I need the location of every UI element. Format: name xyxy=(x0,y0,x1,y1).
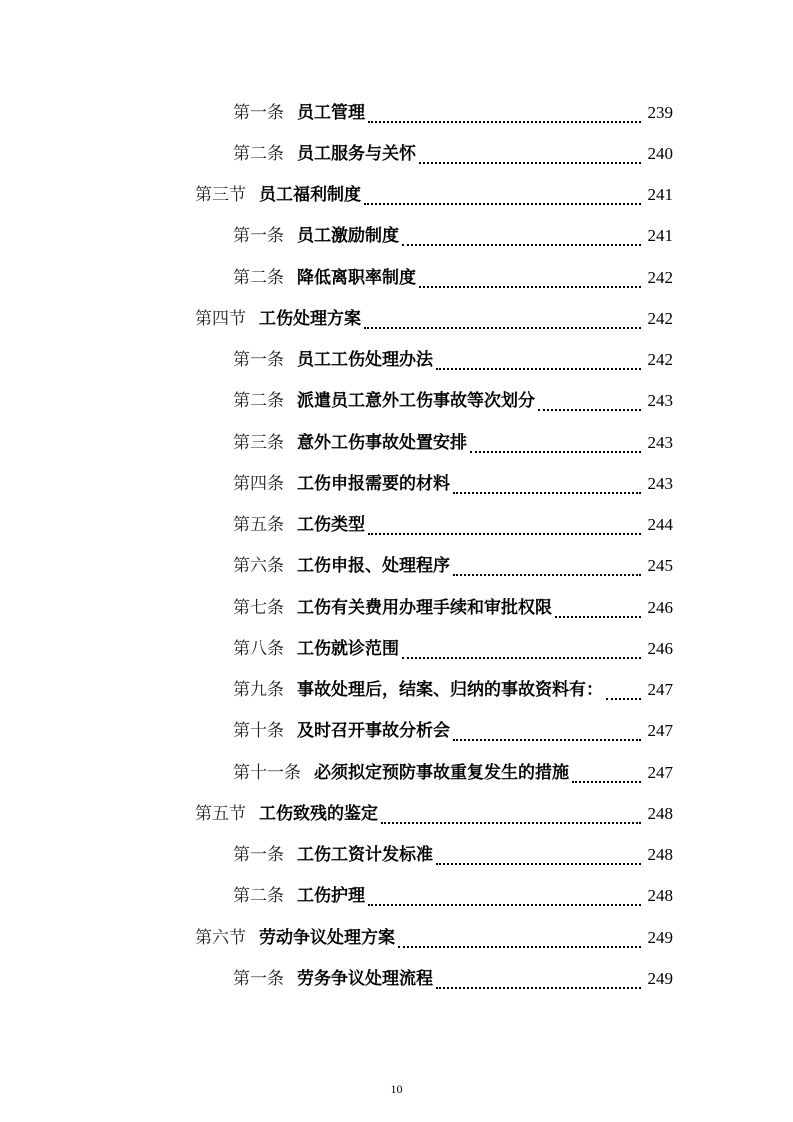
toc-entry-title: 必须拟定预防事故重复发生的措施 xyxy=(314,762,569,783)
toc-entry-number: 第十一条 xyxy=(233,762,301,783)
dot-leader xyxy=(419,286,641,288)
toc-entry-number: 第四条 xyxy=(233,473,284,494)
toc-entry-number: 第二条 xyxy=(233,886,284,907)
toc-entry-page: 247 xyxy=(647,721,673,741)
toc-section-page: 242 xyxy=(647,308,673,328)
toc-entry-number: 第二条 xyxy=(233,391,284,412)
toc-entry[interactable] xyxy=(0,587,793,628)
toc-entry-title: 工伤申报需要的材料 xyxy=(297,473,450,494)
toc-entry[interactable] xyxy=(0,133,793,174)
toc-entry-number: 第七条 xyxy=(233,597,284,618)
toc-entry[interactable] xyxy=(0,835,793,876)
toc-entry-page: 246 xyxy=(647,638,673,658)
dot-leader xyxy=(538,409,641,411)
toc-entry-number: 第一条 xyxy=(233,102,284,123)
toc-entry-title: 工伤有关费用办理手续和审批权限 xyxy=(297,597,552,618)
toc-entry-title: 及时召开事故分析会 xyxy=(297,721,450,742)
toc-entry-page: 248 xyxy=(647,845,673,865)
dot-leader xyxy=(470,451,641,453)
toc-entry[interactable] xyxy=(0,216,793,257)
toc-section-number: 第四节 xyxy=(195,308,246,329)
toc-entry-number: 第二条 xyxy=(233,267,284,288)
toc-section-page: 248 xyxy=(647,803,673,823)
toc-section[interactable] xyxy=(0,793,793,834)
toc-entry-number: 第三条 xyxy=(233,432,284,453)
page-number: 10 xyxy=(390,1082,403,1096)
toc-entry-page: 248 xyxy=(647,886,673,906)
toc-entry-title: 降低离职率制度 xyxy=(297,267,416,288)
toc-entry-title: 员工管理 xyxy=(297,102,365,123)
toc-entry-title: 劳务争议处理流程 xyxy=(297,968,433,989)
dot-leader xyxy=(453,739,641,741)
toc-entry-title: 工伤类型 xyxy=(297,515,365,536)
dot-leader xyxy=(364,327,641,329)
toc-entry-title: 员工服务与关怀 xyxy=(297,143,416,164)
toc-entry[interactable] xyxy=(0,340,793,381)
toc-section[interactable] xyxy=(0,917,793,958)
toc-entry[interactable] xyxy=(0,752,793,793)
toc-entry-number: 第五条 xyxy=(233,515,284,536)
toc-section-number: 第五节 xyxy=(195,803,246,824)
toc-entry-title: 员工激励制度 xyxy=(297,226,399,247)
toc-entry-page: 242 xyxy=(647,267,673,287)
toc-entry-page: 249 xyxy=(647,968,673,988)
toc-entry[interactable] xyxy=(0,876,793,917)
dot-leader xyxy=(402,657,641,659)
toc-entry-title: 工伤工资计发标准 xyxy=(297,845,433,866)
toc-entry-title: 工伤就诊范围 xyxy=(297,638,399,659)
dot-leader xyxy=(436,987,641,989)
toc-section[interactable] xyxy=(0,298,793,339)
toc-entry[interactable] xyxy=(0,546,793,587)
toc-entry[interactable] xyxy=(0,505,793,546)
toc-entry-title: 事故处理后，结案、归纳的事故资料有： xyxy=(297,680,603,701)
toc-entry-page: 243 xyxy=(647,473,673,493)
dot-leader xyxy=(381,822,641,824)
toc-section-title: 工伤处理方案 xyxy=(259,308,361,329)
toc-entry-number: 第二条 xyxy=(233,143,284,164)
table-of-contents xyxy=(0,92,793,1000)
dot-leader xyxy=(402,244,641,246)
toc-entry-title: 派遣员工意外工伤事故等次划分 xyxy=(297,391,535,412)
toc-entry-number: 第六条 xyxy=(233,556,284,577)
dot-leader xyxy=(368,533,641,535)
dot-leader xyxy=(436,368,641,370)
toc-entry-page: 240 xyxy=(647,143,673,163)
toc-entry[interactable] xyxy=(0,628,793,669)
toc-entry[interactable] xyxy=(0,92,793,133)
toc-entry-page: 247 xyxy=(647,762,673,782)
toc-entry-page: 243 xyxy=(647,432,673,452)
toc-section-number: 第六节 xyxy=(195,927,246,948)
toc-entry-page: 243 xyxy=(647,391,673,411)
toc-entry-number: 第八条 xyxy=(233,638,284,659)
toc-entry[interactable] xyxy=(0,257,793,298)
toc-entry[interactable] xyxy=(0,958,793,999)
dot-leader xyxy=(606,698,641,700)
toc-entry[interactable] xyxy=(0,422,793,463)
toc-entry-page: 245 xyxy=(647,556,673,576)
toc-entry-number: 第一条 xyxy=(233,845,284,866)
toc-section[interactable] xyxy=(0,175,793,216)
dot-leader xyxy=(555,616,641,618)
toc-entry-title: 意外工伤事故处置安排 xyxy=(297,432,467,453)
dot-leader xyxy=(398,946,641,948)
toc-entry-page: 241 xyxy=(647,226,673,246)
dot-leader xyxy=(453,492,641,494)
toc-entry-title: 工伤护理 xyxy=(297,886,365,907)
dot-leader xyxy=(453,574,641,576)
toc-entry-number: 第一条 xyxy=(233,226,284,247)
toc-entry-page: 239 xyxy=(647,102,673,122)
toc-entry-page: 246 xyxy=(647,597,673,617)
dot-leader xyxy=(364,203,641,205)
dot-leader xyxy=(368,904,641,906)
toc-section-title: 员工福利制度 xyxy=(259,185,361,206)
toc-section-title: 劳动争议处理方案 xyxy=(259,927,395,948)
toc-entry[interactable] xyxy=(0,670,793,711)
toc-entry-number: 第一条 xyxy=(233,350,284,371)
dot-leader xyxy=(436,863,641,865)
toc-entry-title: 员工工伤处理办法 xyxy=(297,350,433,371)
toc-section-page: 249 xyxy=(647,927,673,947)
toc-entry-number: 第九条 xyxy=(233,680,284,701)
toc-section-number: 第三节 xyxy=(195,185,246,206)
toc-entry-page: 244 xyxy=(647,515,673,535)
toc-section-page: 241 xyxy=(647,185,673,205)
dot-leader xyxy=(419,162,641,164)
toc-entry[interactable] xyxy=(0,711,793,752)
toc-entry-page: 242 xyxy=(647,350,673,370)
toc-section-title: 工伤致残的鉴定 xyxy=(259,803,378,824)
toc-entry-page: 247 xyxy=(647,680,673,700)
toc-entry-title: 工伤申报、处理程序 xyxy=(297,556,450,577)
dot-leader xyxy=(572,781,641,783)
toc-entry-number: 第十条 xyxy=(233,721,284,742)
toc-entry[interactable] xyxy=(0,463,793,504)
toc-entry-number: 第一条 xyxy=(233,968,284,989)
toc-entry[interactable] xyxy=(0,381,793,422)
dot-leader xyxy=(368,121,641,123)
